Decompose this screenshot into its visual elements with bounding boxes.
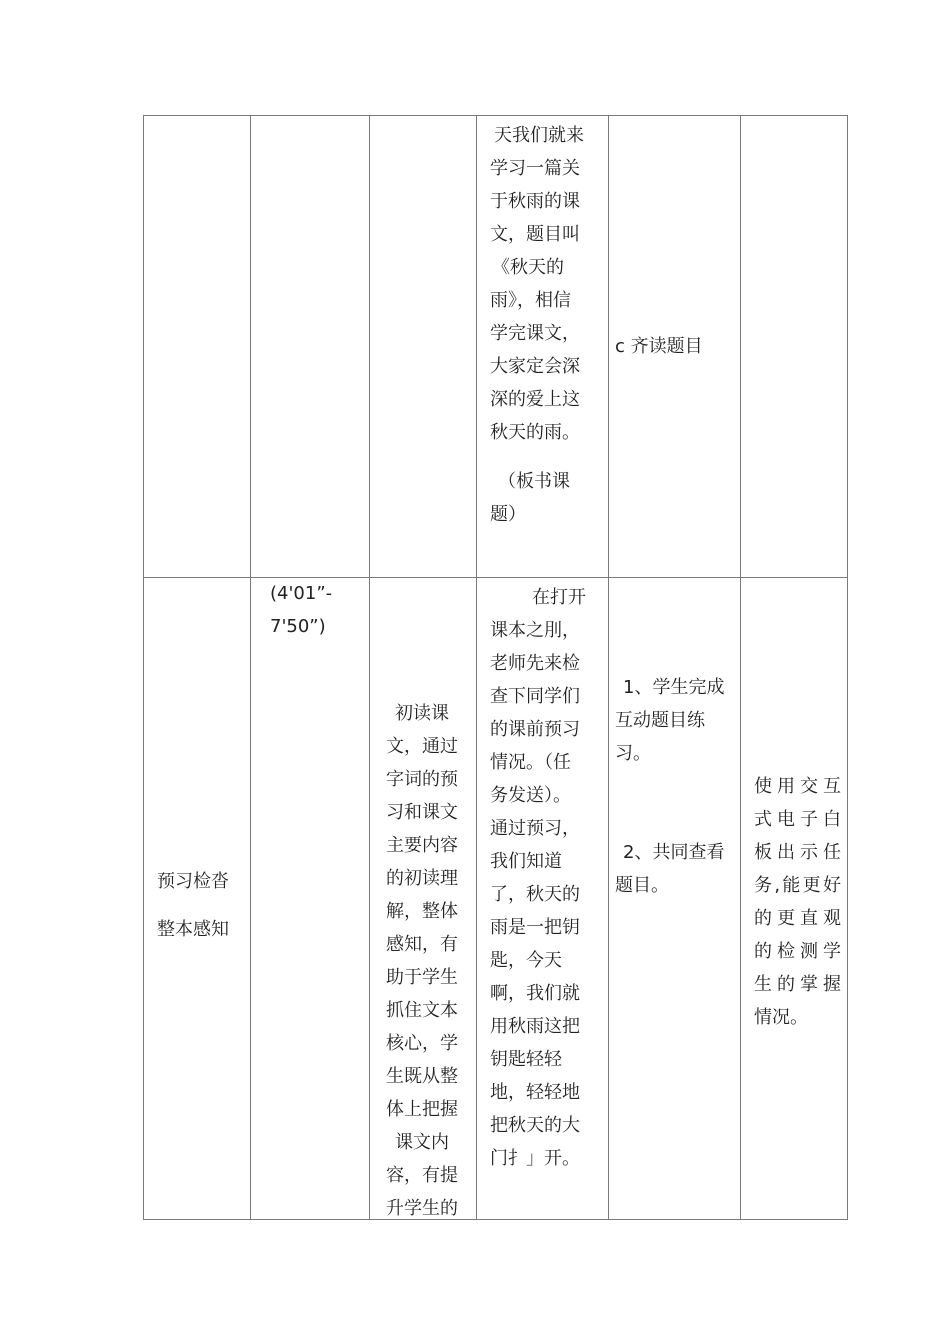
text-line: 课文内	[395, 1132, 449, 1153]
text-line: 字词的预	[386, 769, 458, 790]
text-line: 互动题目练	[615, 710, 705, 731]
text-line: 情况。（任	[490, 752, 571, 773]
text-line: 雨》，相信	[490, 290, 571, 311]
text-line: 于秋雨的课	[490, 191, 580, 212]
text-line: 情况。	[754, 1007, 808, 1028]
text-line: 题目。	[615, 875, 669, 896]
text-line: 雨是一把钥	[490, 917, 580, 938]
text-line: 体上把握	[386, 1099, 458, 1120]
text-line: 习和课文	[386, 802, 458, 823]
text-line: 天我们就来	[494, 125, 584, 146]
text-line: 核心，学	[386, 1033, 458, 1054]
text-line: 感知，有	[386, 934, 458, 955]
row1-student-activity	[615, 330, 735, 363]
text-line: 板出示任	[754, 842, 841, 863]
text-line: 的初读理	[386, 868, 458, 889]
text-line: 匙，今天	[490, 950, 562, 971]
text-line: 课本之刖，	[490, 620, 580, 641]
text-line: 地，轻轻地	[490, 1082, 580, 1103]
text-line: 主要内容	[386, 835, 458, 856]
text-line: 《秋天的	[492, 257, 564, 278]
text-line: 使用交互	[754, 776, 841, 797]
text-line: 用秋雨这把	[490, 1016, 580, 1037]
text-line: 的更直观	[754, 908, 841, 929]
text-line: 抓住文本	[386, 1000, 458, 1021]
text-line: 文，题目叫	[490, 224, 580, 245]
text-line: 学完课文，	[490, 323, 580, 344]
row2-time-range	[270, 577, 365, 643]
row2-stage-name	[157, 858, 247, 954]
text-line: （板书课	[498, 471, 570, 492]
table-row-divider	[143, 577, 848, 578]
text-line: 通过预习，	[490, 818, 580, 839]
text-line: 1、学生完成	[623, 677, 725, 698]
text-line: 查下同学们	[490, 686, 580, 707]
text-line: 的课前预习	[490, 719, 580, 740]
table-col-divider	[250, 115, 251, 1220]
table-border-left	[143, 115, 144, 1220]
text-line: 的检测学	[754, 941, 841, 962]
table-col-divider	[369, 115, 370, 1220]
text-line: 升学生的	[386, 1198, 458, 1219]
text-line: 2、共同查看	[623, 842, 725, 863]
table-border-bottom	[143, 1219, 848, 1220]
row2-teacher-activity	[490, 581, 602, 1175]
text-line: 生的掌握	[754, 974, 841, 995]
table-border-top	[143, 115, 848, 116]
text-line: 老师先来检	[490, 653, 580, 674]
text-line: 把秋天的大	[490, 1115, 580, 1136]
text-line: 解，整体	[386, 901, 458, 922]
text-line: 初读课	[395, 703, 449, 724]
text-line: 大家定会深	[490, 356, 580, 377]
text-line: 秋天的雨。	[490, 422, 580, 443]
text-line: 整本感知	[157, 919, 229, 940]
text-line: 生既从整	[386, 1066, 458, 1087]
text-line: 钥匙轻轻	[490, 1049, 562, 1070]
text-line: 啊，我们就	[490, 983, 580, 1004]
text-line: 助于学生	[386, 967, 458, 988]
table-col-divider	[740, 115, 741, 1220]
row1-teacher-activity	[490, 119, 602, 531]
text-line: 文，通过	[386, 736, 458, 757]
text-line: 题）	[490, 504, 526, 525]
text-line: 门扌」开。	[490, 1148, 580, 1169]
text-line: 式电子白	[754, 809, 841, 830]
table-border-right	[847, 115, 848, 1220]
text-line: 习。	[615, 743, 651, 764]
row2-media-usage	[754, 770, 841, 1034]
text-line: 了，秋天的	[490, 884, 580, 905]
table-col-divider	[476, 115, 477, 1220]
text-line: 学习一篇关	[490, 158, 580, 179]
text-line: 预习检沓	[157, 871, 229, 892]
text-line: 深的爱上这	[490, 389, 580, 410]
row2-design-intent	[386, 697, 472, 1225]
text-line: 我们知道	[490, 851, 562, 872]
text-line: 务,能更好	[754, 875, 841, 896]
text-line: 务发送）。	[490, 785, 571, 806]
text-line: c 齐读题目	[615, 336, 703, 357]
table-col-divider	[608, 115, 609, 1220]
text-line: (4'01”-	[270, 583, 333, 604]
text-line: 7'50”)	[270, 616, 326, 637]
text-line: 在打开	[532, 587, 586, 608]
row2-student-activity	[615, 671, 737, 902]
text-line: 容，有提	[386, 1165, 458, 1186]
